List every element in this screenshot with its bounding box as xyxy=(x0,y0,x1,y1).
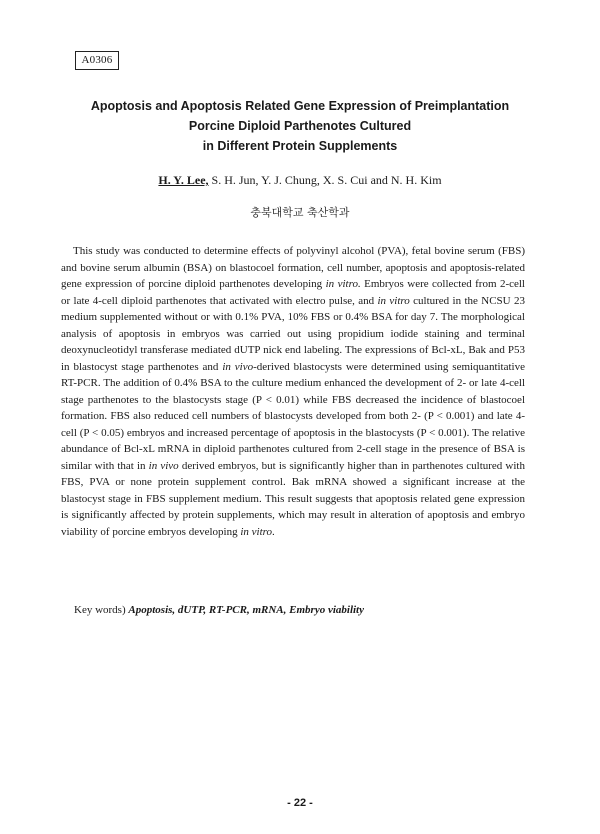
abstract-text-5: derived embryos, but is significantly higher than in parthenotes cultured with FBS, PVA or none protein supplement control. Bak mRNA showed a significant increase at the blastocyst stage in FBS supplement medium. This result suggests that apoptosis related gene expression is significantly affected by protein supplements, which may result in alteration of apoptosis and embryo viability of porcine embryos developing xyxy=(61,459,525,538)
co-authors: S. H. Jun, Y. J. Chung, X. S. Cui and N. H. Kim xyxy=(208,173,442,187)
abstract-text-2: Embryos were collected from 2-cell or late 4-cell diploid parthenotes that activated with electro pulse, and xyxy=(61,278,525,307)
keywords-terms: Apoptosis, dUTP, RT-PCR, mRNA, Embryo viability xyxy=(128,604,364,616)
lead-author: H. Y. Lee, xyxy=(158,173,209,187)
abstract-text-1: This study was conducted to determine effects of polyvinyl alcohol (PVA), fetal bovine serum (FBS) and bovine serum albumin (BSA) on blastocoel formation, cell number, apoptosis and apoptosis-related gene expression of porcine diploid parthenotes developing xyxy=(61,245,525,290)
author-list xyxy=(40,172,560,188)
affiliation: 충북대학교 축산학과 xyxy=(250,206,350,219)
title-line-3: in Different Protein Supplements xyxy=(202,139,398,153)
title-line-2: Porcine Diploid Parthenotes Cultured xyxy=(188,119,412,133)
page-number: - 22 - xyxy=(287,797,313,809)
keywords-label: Key words) xyxy=(74,604,129,616)
abstract-text-3: cultured in the NCSU 23 medium supplemented without or with 0.1% PVA, 10% FBS or 0.4% BSA for day 7. The morphological analysis of apoptosis in embryos was carried out using propidium iodide staining and terminal deoxynucleotidyl transferase mediated dUTP nick end labeling. The expressions of Bcl-xL, Bak and P53 in blastocyst stage parthenotes and xyxy=(61,294,525,373)
abstract-italic-2: in vitro xyxy=(377,294,410,307)
abstract-italic-1: in vitro. xyxy=(325,278,361,290)
abstract-italic-3: in vivo xyxy=(222,360,254,373)
title-line-1: Apoptosis and Apoptosis Related Gene Expression of Preimplantation xyxy=(90,99,510,113)
keywords xyxy=(74,602,534,618)
paper-title xyxy=(40,96,560,156)
abstract-text-6: . xyxy=(272,525,275,538)
abstract-italic-4: in vivo xyxy=(148,459,179,472)
abstract-text-4: -derived blastocysts were determined using semiquantitative RT-PCR. The addition of 0.4% BSA to the culture medium enhanced the development of 2- or late 4-cell stage parthenotes to the blastocysts stage (P < 0.01) while FBS decreased the incidence of blastocoel formation. FBS also reduced cell numbers of blastocysts developed from both 2- (P < 0.001) and late 4-cell (P < 0.05) embryos and increased percentage of apoptosis in the blastocysts (P < 0.001). The relative abundance of Bcl-xL mRNA in diploid parthenotes cultured from 2-cell stage in the presence of BSA is similar with that in xyxy=(61,360,525,472)
abstract-body xyxy=(61,243,525,540)
abstract-italic-5: in vitro xyxy=(240,525,273,538)
abstract-code-box: A0306 xyxy=(75,51,119,70)
